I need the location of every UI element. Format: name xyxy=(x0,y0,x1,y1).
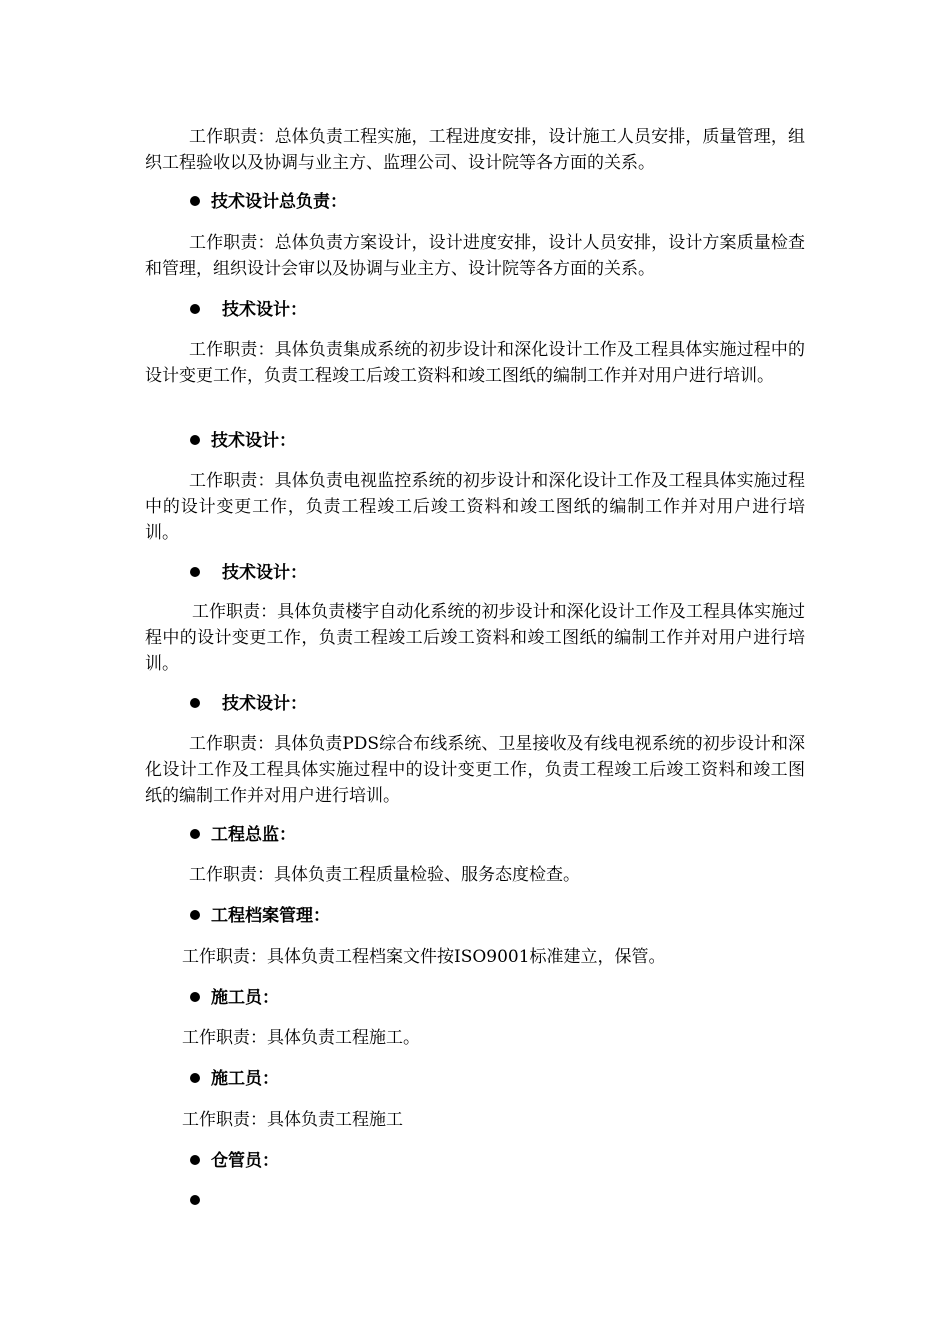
heading-1-label: 技术设计总负责： xyxy=(211,192,347,212)
heading-8 xyxy=(190,985,279,1011)
empty-bullet-item xyxy=(190,1188,200,1214)
heading-2-label: 技术设计： xyxy=(222,300,307,320)
paragraph-6: 工作职责：具体负责PDS综合布线系统、卫星接收及有线电视系统的初步设计和深化设计工作及工程具体实施过程中的设计变更工作，负责工程竣工后竣工资料和竣工图纸的编制工作并对用户进行培训。 xyxy=(145,734,805,806)
heading-4 xyxy=(190,560,307,586)
heading-8-label: 施工员： xyxy=(211,988,279,1008)
paragraph-9: 工作职责：具体负责工程施工。 xyxy=(182,1028,420,1048)
paragraph-5: 工作职责：具体负责楼宇自动化系统的初步设计和深化设计工作及工程具体实施过程中的设计变更工作，负责工程竣工后竣工资料和竣工图纸的编制工作并对用户进行培训。 xyxy=(145,602,805,674)
bullet-icon xyxy=(190,304,200,314)
heading-7 xyxy=(190,903,330,929)
heading-6 xyxy=(190,822,296,848)
paragraph-4: 工作职责：具体负责电视监控系统的初步设计和深化设计工作及工程具体实施过程中的设计变更工作，负责工程竣工后竣工资料和竣工图纸的编制工作并对用户进行培训。 xyxy=(145,471,805,543)
bullet-icon xyxy=(190,829,200,839)
paragraph-2: 工作职责：总体负责方案设计，设计进度安排，设计人员安排，设计方案质量检查和管理，组织设计会审以及协调与业主方、设计院等各方面的关系。 xyxy=(145,233,805,279)
heading-7-label: 工程档案管理： xyxy=(211,906,330,926)
bullet-icon xyxy=(190,567,200,577)
heading-9-label: 施工员： xyxy=(211,1069,279,1089)
paragraph-3: 工作职责：具体负责集成系统的初步设计和深化设计工作及工程具体实施过程中的设计变更工作，负责工程竣工后竣工资料和竣工图纸的编制工作并对用户进行培训。 xyxy=(145,340,805,386)
heading-6-label: 工程总监： xyxy=(211,825,296,845)
heading-10 xyxy=(190,1148,279,1174)
paragraph-8: 工作职责：具体负责工程档案文件按ISO9001标准建立，保管。 xyxy=(182,947,666,967)
bullet-icon xyxy=(190,1195,200,1205)
paragraph-1: 工作职责：总体负责工程实施，工程进度安排，设计施工人员安排，质量管理，组织工程验收以及协调与业主方、监理公司、设计院等各方面的关系。 xyxy=(145,127,805,173)
heading-4-label: 技术设计： xyxy=(222,563,307,583)
heading-2 xyxy=(190,297,307,323)
bullet-icon xyxy=(190,698,200,708)
bullet-icon xyxy=(190,1155,200,1165)
heading-9 xyxy=(190,1066,279,1092)
heading-10-label: 仓管员： xyxy=(211,1151,279,1171)
bullet-icon xyxy=(190,992,200,1002)
heading-3 xyxy=(190,428,296,454)
heading-5 xyxy=(190,691,307,717)
bullet-icon xyxy=(190,196,200,206)
bullet-icon xyxy=(190,1073,200,1083)
heading-3-label: 技术设计： xyxy=(211,431,296,451)
paragraph-7: 工作职责：具体负责工程质量检验、服务态度检查。 xyxy=(189,865,580,885)
bullet-icon xyxy=(190,910,200,920)
paragraph-10: 工作职责：具体负责工程施工 xyxy=(182,1110,403,1130)
heading-5-label: 技术设计： xyxy=(222,694,307,714)
heading-1 xyxy=(190,189,347,215)
bullet-icon xyxy=(190,435,200,445)
